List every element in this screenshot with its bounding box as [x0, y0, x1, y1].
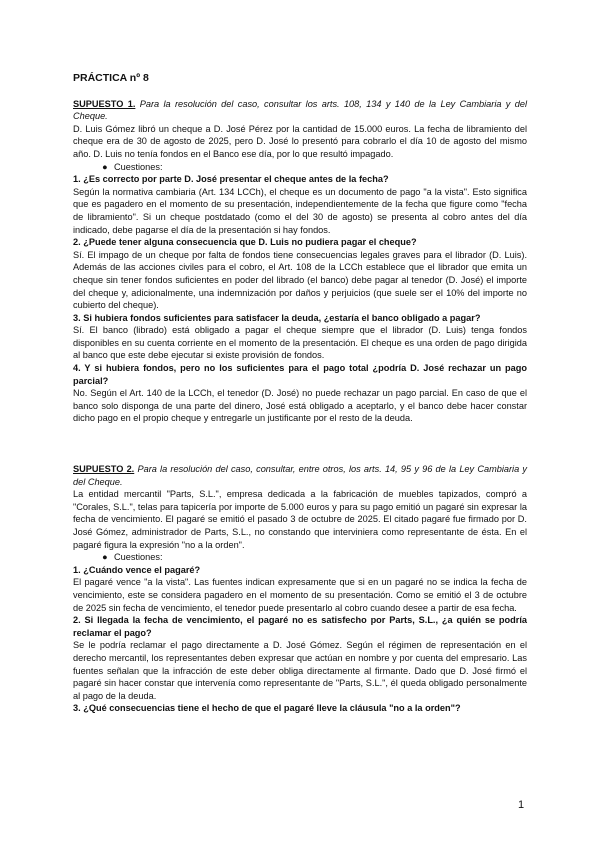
case-2-question-3: 3. ¿Qué consecuencias tiene el hecho de que el pagaré lleve la cláusula "no a la orden"?	[73, 703, 461, 714]
case-2-statement: La entidad mercantil "Parts, S.L.", empresa dedicada a la fabricación de muebles tapizados, compró a "Corales, S.L.", telas para tapicería por importe de 5.000 euros y para su pago emitió un pagaré sin expresar la fecha de vencimiento. El pagaré se emitió el pasado 3 de octubre de 2025. El citado pagaré fue firmado por D. José Gómez, administrador de Parts, S.L., no constando que interviniera como representante de ésta. En el pagaré figura la expresión "no a la orden".	[73, 489, 527, 550]
case-2-questions-bullet	[73, 551, 527, 564]
case-1-answer-4: No. Según el Art. 140 de la LCCh, el tenedor (D. José) no puede rechazar un pago parcial. En caso de que el banco solo disponga de una parte del dinero, José está obligado a aceptarlo, y el banco debe hacer constar dicho pago en el propio cheque y entregarle un justificante por el resto de la deuda.	[73, 388, 527, 424]
case-2-answer-1: El pagaré vence "a la vista". Las fuentes indican expresamente que si en un pagaré no se indica la fecha de vencimiento, este se considera pagadero en el momento de su presentación. Como se emitió el 3 de octubre de 2025 sin fecha de vencimiento, el tenedor puede presentarlo al cobro cuando desee a partir de esa fecha.	[73, 577, 527, 613]
case-1-statement: D. Luis Gómez libró un cheque a D. José Pérez por la cantidad de 15.000 euros. La fecha de libramiento del cheque era de 30 de agosto de 2025, pero D. José lo presentó para cobrarlo el día 10 de agosto del mismo año. D. Luis no tenía fondos en el Banco ese día, por lo que resultó impagado.	[73, 123, 527, 159]
case-1-question-2: 2. ¿Puede tener alguna consecuencia que D. Luis no pudiera pagar el cheque?	[73, 237, 417, 248]
case-1-bullet-label: Cuestiones:	[114, 161, 163, 172]
case-2-label: SUPUESTO 2.	[73, 464, 135, 475]
case-2-heading	[73, 463, 527, 488]
case-1-heading	[73, 98, 527, 123]
document-content	[73, 72, 527, 715]
case-1-question-1: 1. ¿Es correcto por parte D. José presentar el cheque antes de la fecha?	[73, 174, 389, 185]
case-1-answer-1: Según la normativa cambiaria (Art. 134 LCCh), el cheque es un documento de pago "a la vista". Esto significa que es pagadero en el momento de su presentación, independientemente de la fecha que figure como "fecha de libramiento". Si un cheque postdatado (como el del 30 de agosto) se presenta al cobro antes del día indicado, debe pagarse el día de la presentación si hay fondos.	[73, 186, 527, 235]
case-2-bullet-label: Cuestiones:	[114, 552, 163, 563]
bullet-icon: ●	[102, 161, 108, 172]
page-number: 1	[518, 799, 525, 811]
case-1-answer-3: Sí. El banco (librado) está obligado a pagar el cheque siempre que el librador (D. Luis) tenga fondos disponibles en su cuenta corriente en el momento de la presentación. El cheque es una orden de pago dirigida al banco que este debe ejecutar si existe provisión de fondos.	[73, 325, 527, 361]
case-1-label: SUPUESTO 1.	[73, 98, 136, 109]
page-title: PRÁCTICA nº 8	[73, 72, 149, 84]
case-2-answer-2: Se le podría reclamar el pago directamente a D. José Gómez. Según el régimen de representación en el derecho mercantil, los representantes deben expresar que actúan en nombre y por cuenta del empresario. Las fuentes señalan que la infracción de este deber obliga directamente al firmante. Dado que D. José firmó el pagaré sin hacer constar que intervenía como representante de "Parts, S.L.", él queda obligado personalmente al pago de la deuda.	[73, 640, 527, 701]
case-1-section	[73, 98, 527, 425]
case-1-question-3: 3. Si hubiera fondos suficientes para satisfacer la deuda, ¿estaría el banco obligado a pagar?	[73, 312, 481, 323]
bullet-icon: ●	[102, 552, 108, 563]
case-1-answer-2: Sí. El impago de un cheque por falta de fondos tiene consecuencias legales graves para el librador (D. Luis). Además de las acciones civiles para el cobro, el Art. 108 de la LCCh establece que el librador que emita un cheque sin tener fondos suficientes en poder del librado (el banco) debe pagar al tenedor (D. José) el importe del cheque y, adicionalmente, una indemnización por daños y perjuicios (que suele ser el 10% del importe no cubierto del cheque).	[73, 249, 527, 311]
section-spacer	[73, 425, 527, 463]
case-1-description: Para la resolución del caso, consultar los arts. 108, 134 y 140 de la Ley Cambiaria y del Cheque.	[73, 98, 527, 122]
case-2-description: Para la resolución del caso, consultar, entre otros, los arts. 14, 95 y 96 de la Ley Cambiaria y del Cheque.	[73, 464, 527, 487]
case-2-question-2: 2. Si llegada la fecha de vencimiento, el pagaré no es satisfecho por Parts, S.L., ¿a quién se podría reclamar el pago?	[73, 615, 527, 638]
case-2-question-1: 1. ¿Cuándo vence el pagaré?	[73, 564, 201, 575]
case-1-question-4: 4. Y si hubiera fondos, pero no los suficientes para el pago total ¿podría D. José rechazar un pago parcial?	[73, 363, 527, 386]
case-2-section	[73, 463, 527, 715]
case-1-questions-bullet	[73, 161, 527, 174]
